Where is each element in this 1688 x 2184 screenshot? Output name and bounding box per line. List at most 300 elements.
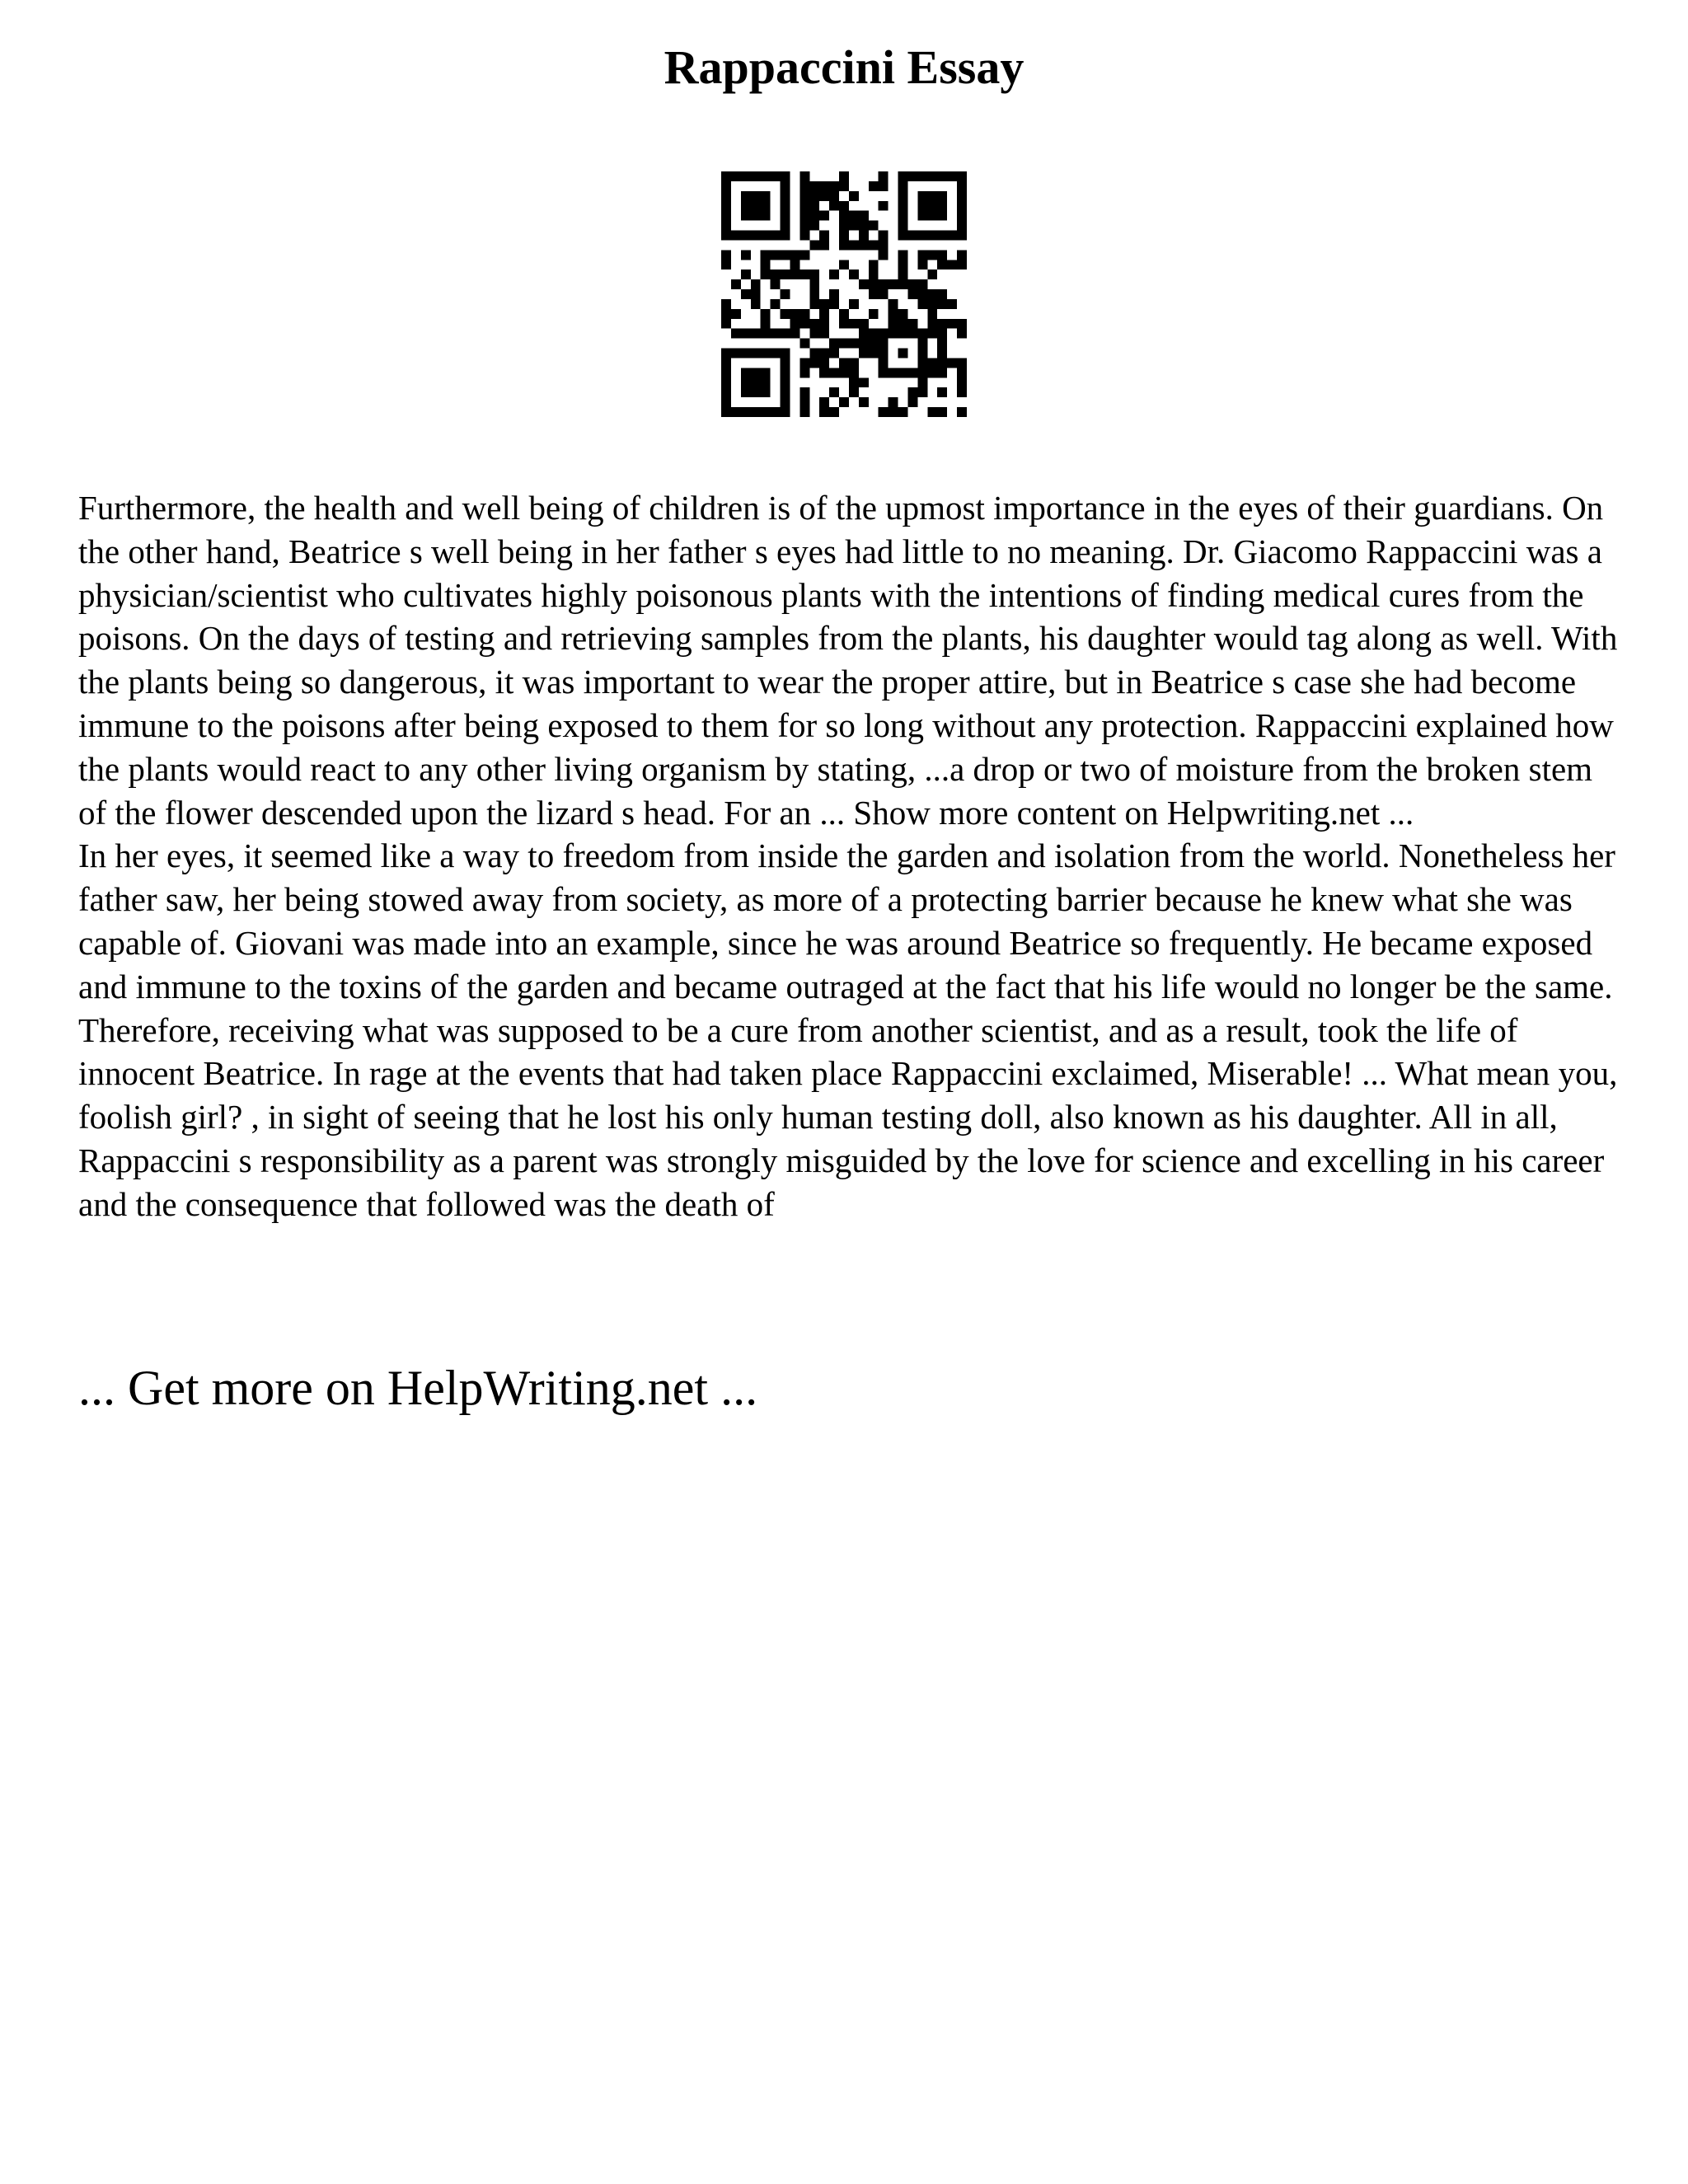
qr-module [741, 269, 751, 279]
qr-module [957, 250, 967, 260]
qr-module [859, 349, 869, 359]
qr-module [829, 339, 839, 349]
qr-module [721, 191, 731, 201]
qr-module [761, 368, 771, 377]
qr-module [839, 260, 849, 269]
qr-module [927, 299, 937, 309]
qr-module [849, 368, 859, 377]
qr-module [781, 181, 790, 191]
qr-module [917, 260, 927, 269]
qr-module [809, 191, 819, 201]
qr-module [927, 231, 937, 241]
qr-module [947, 299, 957, 309]
qr-module [927, 358, 937, 368]
qr-module [809, 221, 819, 231]
qr-module [849, 211, 859, 221]
qr-module [809, 201, 819, 211]
qr-module [829, 269, 839, 279]
qr-module [761, 387, 771, 397]
qr-module [721, 231, 731, 241]
qr-module [907, 368, 917, 377]
qr-module [957, 191, 967, 201]
qr-module [898, 269, 908, 279]
qr-module [731, 407, 741, 417]
qr-module [839, 339, 849, 349]
essay-paragraph-2: In her eyes, it seemed like a way to freedom from inside the garden and isolation from the world. Nonetheless her father saw, her being stowed away from society, as more of a protecting barrier because he knew what she was capable of. Giovani was made into an example, since he was around Beatrice so frequently. He became exposed and immune to the toxins of the garden and became outraged at the fact that his life would no longer be the same. Therefore, receiving what was supposed to be a cure from another scientist, and as a result, took the life of innocent Beatrice. In rage at the events that had taken place Rappaccini exclaimed, Miserable! ... What mean you, foolish girl? , in sight of seeing that he lost his only human testing doll, also known as his daughter. All in all, Rappaccini s responsibility as a parent was strongly misguided by the love for science and excelling in his career and the consequence that followed was the death of [78, 837, 1618, 1223]
qr-module [781, 211, 790, 221]
qr-module [721, 260, 731, 269]
qr-module [781, 397, 790, 407]
qr-module [761, 201, 771, 211]
qr-module [957, 231, 967, 241]
qr-module [799, 319, 809, 329]
qr-module [889, 397, 898, 407]
qr-module [741, 211, 751, 221]
qr-module [917, 349, 927, 359]
qr-module [869, 339, 879, 349]
qr-module [898, 349, 908, 359]
qr-module [947, 231, 957, 241]
qr-module [907, 289, 917, 299]
qr-module [761, 319, 771, 329]
qr-module [859, 240, 869, 250]
qr-module [957, 329, 967, 339]
qr-module [889, 368, 898, 377]
qr-module [898, 319, 908, 329]
qr-module [721, 181, 731, 191]
qr-module [741, 171, 751, 181]
qr-module [917, 231, 927, 241]
qr-module [741, 377, 751, 387]
qr-module [937, 349, 947, 359]
qr-module [809, 240, 819, 250]
qr-module [889, 407, 898, 417]
qr-module [917, 329, 927, 339]
qr-module [927, 201, 937, 211]
qr-module [927, 368, 937, 377]
qr-module [849, 269, 859, 279]
qr-module [809, 358, 819, 368]
qr-module [849, 387, 859, 397]
qr-module [937, 329, 947, 339]
qr-module [849, 221, 859, 231]
qr-module [721, 377, 731, 387]
qr-module [781, 289, 790, 299]
qr-module [751, 211, 761, 221]
qr-module [849, 358, 859, 368]
qr-module [879, 231, 889, 241]
qr-module [819, 329, 829, 339]
qr-module [927, 250, 937, 260]
qr-module [799, 397, 809, 407]
qr-module [898, 221, 908, 231]
qr-module [859, 329, 869, 339]
qr-module [781, 191, 790, 201]
qr-module [809, 181, 819, 191]
qr-module [781, 171, 790, 181]
qr-module [771, 171, 781, 181]
qr-module [781, 231, 790, 241]
qr-module [809, 279, 819, 289]
qr-module [917, 250, 927, 260]
qr-module [879, 181, 889, 191]
qr-module [889, 309, 898, 319]
qr-module [721, 407, 731, 417]
qr-module [937, 358, 947, 368]
qr-module [869, 329, 879, 339]
qr-module [721, 171, 731, 181]
qr-module [721, 368, 731, 377]
qr-module [957, 319, 967, 329]
qr-module [741, 329, 751, 339]
qr-module [829, 407, 839, 417]
qr-module [869, 260, 879, 269]
qr-module [937, 171, 947, 181]
qr-module [819, 181, 829, 191]
qr-module [819, 211, 829, 221]
qr-module [898, 171, 908, 181]
qr-module [799, 181, 809, 191]
essay-body [78, 486, 1628, 1226]
qr-module [937, 260, 947, 269]
qr-module [721, 358, 731, 368]
qr-module [937, 339, 947, 349]
qr-module [771, 329, 781, 339]
qr-module [799, 339, 809, 349]
qr-module [829, 368, 839, 377]
qr-module [927, 211, 937, 221]
qr-module [731, 329, 741, 339]
qr-module [819, 349, 829, 359]
qr-module [839, 231, 849, 241]
qr-module [829, 181, 839, 191]
qr-module [761, 349, 771, 359]
qr-module [907, 171, 917, 181]
qr-module [898, 279, 908, 289]
qr-module [751, 349, 761, 359]
qr-module [849, 319, 859, 329]
qr-module [741, 289, 751, 299]
qr-module [799, 387, 809, 397]
qr-module [957, 377, 967, 387]
qr-module [751, 299, 761, 309]
qr-module [889, 319, 898, 329]
qr-module [721, 319, 731, 329]
qr-module [809, 299, 819, 309]
qr-module [879, 201, 889, 211]
qr-module [917, 171, 927, 181]
qr-module [898, 329, 908, 339]
qr-module [869, 240, 879, 250]
qr-module [898, 231, 908, 241]
qr-module [781, 349, 790, 359]
qr-module [799, 221, 809, 231]
qr-module [771, 407, 781, 417]
qr-module [829, 289, 839, 299]
qr-module [947, 358, 957, 368]
qr-module [879, 329, 889, 339]
qr-module [781, 309, 790, 319]
qr-module [917, 279, 927, 289]
qr-module [771, 349, 781, 359]
qr-module [859, 319, 869, 329]
qr-module [741, 250, 751, 260]
qr-module [907, 397, 917, 407]
qr-module [927, 407, 937, 417]
qr-module [927, 309, 937, 319]
qr-code-icon [721, 171, 967, 417]
qr-code-image[interactable] [721, 171, 967, 417]
qr-module [927, 191, 937, 201]
qr-module [947, 260, 957, 269]
qr-module [927, 319, 937, 329]
qr-module [937, 387, 947, 397]
qr-module [859, 231, 869, 241]
qr-module [898, 211, 908, 221]
page-title: Rappaccini Essay [663, 40, 1025, 94]
qr-module [957, 387, 967, 397]
qr-module [898, 368, 908, 377]
qr-module [781, 377, 790, 387]
qr-module [731, 349, 741, 359]
qr-module [907, 319, 917, 329]
qr-module [898, 250, 908, 260]
qr-module [849, 240, 859, 250]
qr-module [937, 289, 947, 299]
qr-module [937, 191, 947, 201]
qr-module [771, 250, 781, 260]
qr-module [751, 377, 761, 387]
qr-module [741, 368, 751, 377]
qr-module [721, 221, 731, 231]
qr-module [781, 368, 790, 377]
qr-module [839, 319, 849, 329]
get-more-link[interactable]: ... Get more on HelpWriting.net ... [78, 1361, 758, 1415]
qr-module [790, 309, 799, 319]
qr-module [869, 349, 879, 359]
qr-module [781, 358, 790, 368]
qr-module [937, 211, 947, 221]
qr-module [957, 221, 967, 231]
qr-module [731, 309, 741, 319]
qr-module [799, 407, 809, 417]
qr-module [721, 299, 731, 309]
qr-module [761, 191, 771, 201]
qr-module [907, 387, 917, 397]
qr-module [790, 319, 799, 329]
qr-module [898, 407, 908, 417]
qr-module [927, 171, 937, 181]
qr-module [819, 299, 829, 309]
qr-module [917, 211, 927, 221]
qr-module [957, 260, 967, 269]
qr-module [799, 269, 809, 279]
qr-module [917, 339, 927, 349]
qr-module [917, 368, 927, 377]
qr-module [721, 211, 731, 221]
qr-module [761, 171, 771, 181]
qr-module [937, 319, 947, 329]
qr-module [839, 240, 849, 250]
qr-module [947, 319, 957, 329]
qr-module [751, 191, 761, 201]
qr-module [741, 191, 751, 201]
qr-module [937, 368, 947, 377]
qr-module [937, 201, 947, 211]
qr-module [761, 309, 771, 319]
qr-module [917, 377, 927, 387]
qr-module [839, 221, 849, 231]
qr-module [751, 289, 761, 299]
qr-module [849, 339, 859, 349]
qr-module [819, 407, 829, 417]
qr-module [879, 349, 889, 359]
qr-module [839, 181, 849, 191]
qr-module [751, 231, 761, 241]
qr-module [721, 397, 731, 407]
qr-module [751, 279, 761, 289]
qr-module [879, 339, 889, 349]
qr-module [879, 358, 889, 368]
qr-module [799, 368, 809, 377]
qr-module [799, 211, 809, 221]
qr-module [849, 377, 859, 387]
qr-module [809, 269, 819, 279]
qr-module [809, 289, 819, 299]
qr-module [859, 279, 869, 289]
qr-module [781, 329, 790, 339]
qr-module [829, 387, 839, 397]
qr-module [829, 201, 839, 211]
qr-module [819, 319, 829, 329]
qr-module [731, 171, 741, 181]
qr-module [771, 299, 781, 309]
qr-module [761, 211, 771, 221]
qr-module [957, 201, 967, 211]
qr-module [741, 349, 751, 359]
qr-module [907, 279, 917, 289]
qr-module [839, 358, 849, 368]
qr-module [799, 250, 809, 260]
qr-module [741, 407, 751, 417]
qr-module [819, 191, 829, 201]
qr-module [819, 358, 829, 368]
qr-module [761, 231, 771, 241]
qr-module [809, 329, 819, 339]
qr-module [819, 231, 829, 241]
qr-module [957, 181, 967, 191]
qr-module [869, 279, 879, 289]
qr-module [829, 349, 839, 359]
qr-module [771, 231, 781, 241]
qr-module [839, 309, 849, 319]
qr-module [761, 260, 771, 269]
qr-module [869, 269, 879, 279]
qr-module [917, 299, 927, 309]
qr-module [927, 289, 937, 299]
qr-module [859, 221, 869, 231]
qr-module [917, 191, 927, 201]
qr-module [907, 231, 917, 241]
qr-module [927, 269, 937, 279]
qr-module [721, 349, 731, 359]
qr-module [781, 201, 790, 211]
qr-module [889, 329, 898, 339]
qr-module [741, 201, 751, 211]
qr-module [819, 240, 829, 250]
qr-module [819, 397, 829, 407]
qr-module [751, 407, 761, 417]
qr-module [859, 339, 869, 349]
qr-module [937, 250, 947, 260]
qr-module [859, 377, 869, 387]
qr-module [799, 171, 809, 181]
qr-module [937, 407, 947, 417]
qr-module [957, 211, 967, 221]
qr-module [839, 201, 849, 211]
qr-module [761, 250, 771, 260]
qr-module [790, 260, 799, 269]
qr-module [917, 387, 927, 397]
qr-module [869, 289, 879, 299]
qr-module [898, 181, 908, 191]
qr-module [937, 299, 947, 309]
qr-module [869, 309, 879, 319]
qr-module [721, 201, 731, 211]
qr-module [781, 221, 790, 231]
qr-module [849, 299, 859, 309]
qr-module [869, 181, 879, 191]
qr-module [721, 309, 731, 319]
qr-module [957, 171, 967, 181]
qr-module [917, 289, 927, 299]
qr-module [819, 309, 829, 319]
qr-module [879, 289, 889, 299]
qr-module [721, 387, 731, 397]
qr-module [809, 211, 819, 221]
qr-module [799, 358, 809, 368]
qr-module [799, 191, 809, 201]
qr-module [859, 397, 869, 407]
qr-module [790, 250, 799, 260]
essay-paragraph-1: Furthermore, the health and well being of children is of the upmost importance in the eyes of their guardians. On the other hand, Beatrice s well being in her father s eyes had little to no meaning. Dr. Giacomo Rappaccini was a physician/scientist who cultivates highly poisonous plants with the intentions of finding medical cures from the poisons. On the days of testing and retrieving samples from the plants, his daughter would tag along as well. With the plants being so dangerous, it was important to wear the proper attire, but in Beatrice s case she had become immune to the poisons after being exposed to them for so long without any protection. Rappaccini explained how the plants would react to any other living organism by stating, ...a drop or two of moisture from the broken stem of the flower descended upon the lizard s head. For an ... Show more content on Helpwriting.net ... [78, 489, 1618, 832]
qr-module [879, 171, 889, 181]
qr-module [751, 201, 761, 211]
qr-module [937, 231, 947, 241]
qr-module [927, 329, 937, 339]
qr-module [898, 309, 908, 319]
qr-module [799, 201, 809, 211]
qr-module [839, 211, 849, 221]
qr-module [781, 407, 790, 417]
qr-module [790, 269, 799, 279]
qr-module [957, 407, 967, 417]
qr-module [839, 397, 849, 407]
qr-module [849, 191, 859, 201]
qr-module [907, 329, 917, 339]
qr-module [761, 407, 771, 417]
qr-module [898, 191, 908, 201]
qr-module [781, 387, 790, 397]
qr-module [879, 407, 889, 417]
qr-module [889, 279, 898, 289]
qr-module [898, 201, 908, 211]
qr-module [957, 368, 967, 377]
qr-module [771, 279, 781, 289]
qr-module [859, 211, 869, 221]
qr-module [898, 260, 908, 269]
qr-module [799, 231, 809, 241]
